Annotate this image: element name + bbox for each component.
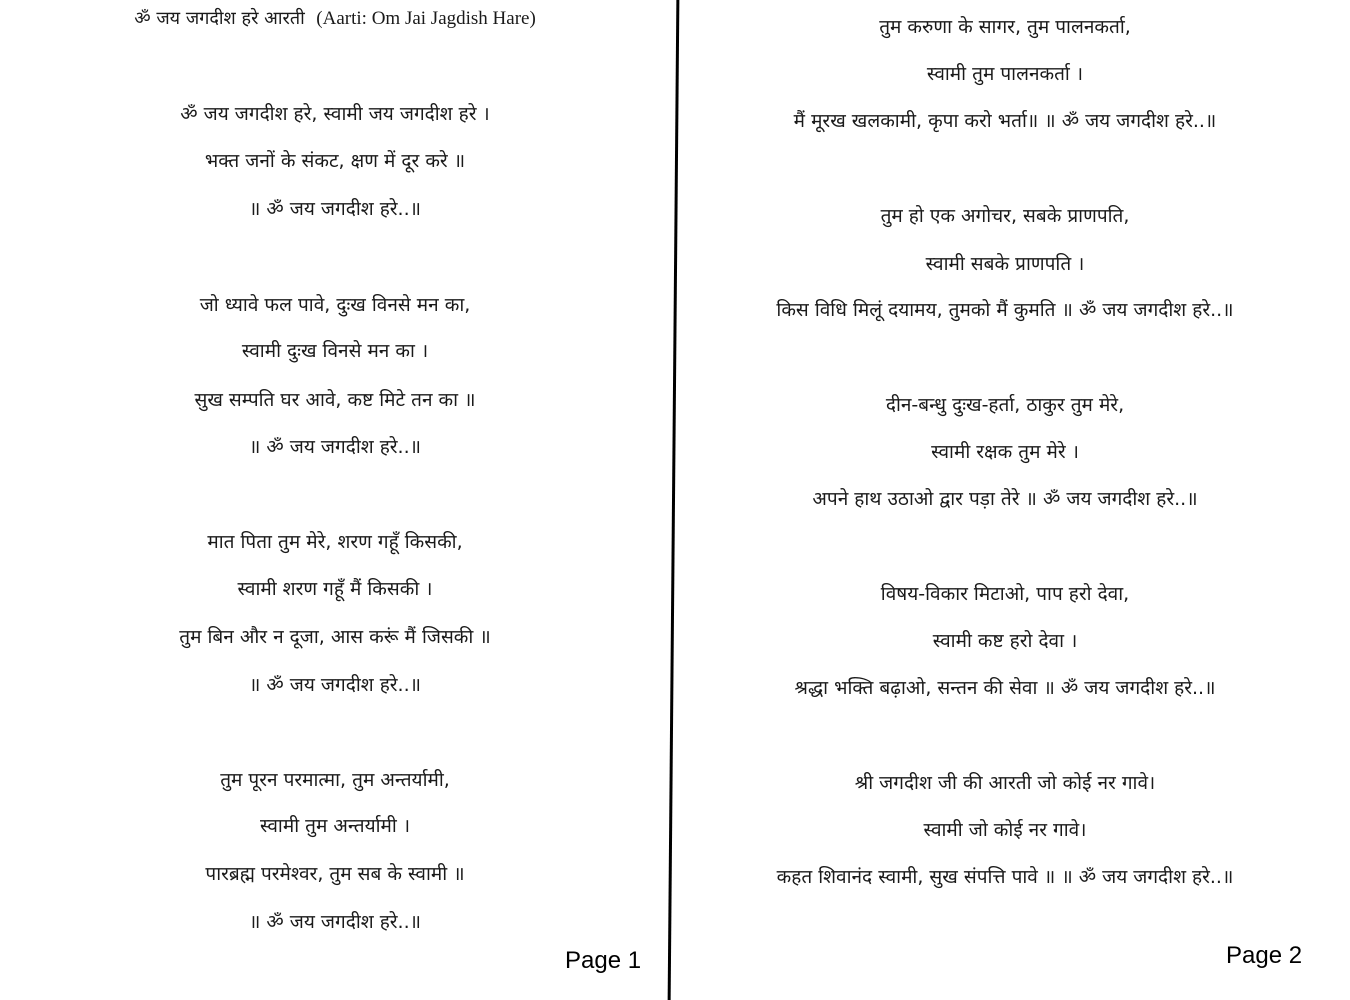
verse-line: स्वामी सबके प्राणपति । — [925, 253, 1085, 275]
title-latin: (Aarti: Om Jai Jagdish Hare) — [316, 8, 536, 29]
verse-line: पारब्रह्म परमेश्वर, तुम सब के स्वामी ॥ — [205, 863, 465, 885]
verse-line: स्वामी कष्ट हरो देवा । — [932, 630, 1078, 652]
verse-line: स्वामी दुःख विनसे मन का । — [241, 340, 429, 362]
verse-line: जो ध्यावे फल पावे, दुःख विनसे मन का, — [199, 294, 471, 316]
verse-line: स्वामी रक्षक तुम मेरे । — [931, 441, 1079, 463]
verse-line: तुम पूरन परमात्मा, तुम अन्तर्यामी, — [220, 769, 450, 791]
verse-line: सुख सम्पति घर आवे, कष्ट मिटे तन का ॥ — [194, 389, 476, 411]
verse-line: ॐ जय जगदीश हरे, स्वामी जय जगदीश हरे । — [180, 103, 490, 125]
verse-line: किस विधि मिलूं दयामय, तुमको मैं कुमति ॥ ॐ जय जगदीश हरे..॥ — [776, 299, 1234, 321]
verse-line: मात पिता तुम मेरे, शरण गहूँ किसकी, — [207, 531, 463, 553]
verse-line: श्री जगदीश जी की आरती जो कोई नर गावे। — [854, 772, 1156, 794]
page-1 — [0, 0, 670, 1000]
document-title — [0, 6, 670, 32]
verse-line: कहत शिवानंद स्वामी, सुख संपत्ति पावे ॥ ॥ ॐ जय जगदीश हरे..॥ — [776, 866, 1234, 888]
verse-line: स्वामी शरण गहूँ मैं किसकी । — [237, 578, 433, 600]
page-number: Page 1 — [565, 947, 642, 974]
verse-line: अपने हाथ उठाओ द्वार पड़ा तेरे ॥ ॐ जय जगदीश हरे..॥ — [812, 488, 1198, 510]
refrain-line: ॥ ॐ जय जगदीश हरे..॥ — [248, 436, 422, 458]
verse-line: श्रद्धा भक्ति बढ़ाओ, सन्तन की सेवा ॥ ॐ जय जगदीश हरे..॥ — [794, 677, 1216, 699]
verse-line: भक्त जनों के संकट, क्षण में दूर करे ॥ — [204, 150, 466, 172]
title-hindi: ॐ जय जगदीश हरे आरती — [134, 8, 305, 29]
verse-line: स्वामी जो कोई नर गावे। — [923, 819, 1087, 841]
refrain-line: ॥ ॐ जय जगदीश हरे..॥ — [248, 674, 422, 696]
refrain-line: ॥ ॐ जय जगदीश हरे..॥ — [248, 911, 422, 933]
verse-line: तुम बिन और न दूजा, आस करूं मैं जिसकी ॥ — [179, 626, 491, 648]
verse-line: मैं मूरख खलकामी, कृपा करो भर्ता॥ ॥ ॐ जय जगदीश हरे..॥ — [793, 110, 1217, 132]
verse-line: विषय-विकार मिटाओ, पाप हरो देवा, — [880, 583, 1130, 605]
verse-line: स्वामी तुम पालनकर्ता । — [926, 63, 1084, 85]
verse-line: तुम हो एक अगोचर, सबके प्राणपति, — [880, 205, 1130, 227]
refrain-line: ॥ ॐ जय जगदीश हरे..॥ — [248, 198, 422, 220]
verse-line: दीन-बन्धु दुःख-हर्ता, ठाकुर तुम मेरे, — [885, 394, 1125, 416]
verse-line: स्वामी तुम अन्तर्यामी । — [259, 815, 411, 837]
page-number: Page 2 — [1226, 942, 1303, 969]
verse-line: तुम करुणा के सागर, तुम पालनकर्ता, — [879, 16, 1131, 38]
page-2 — [680, 0, 1350, 1000]
